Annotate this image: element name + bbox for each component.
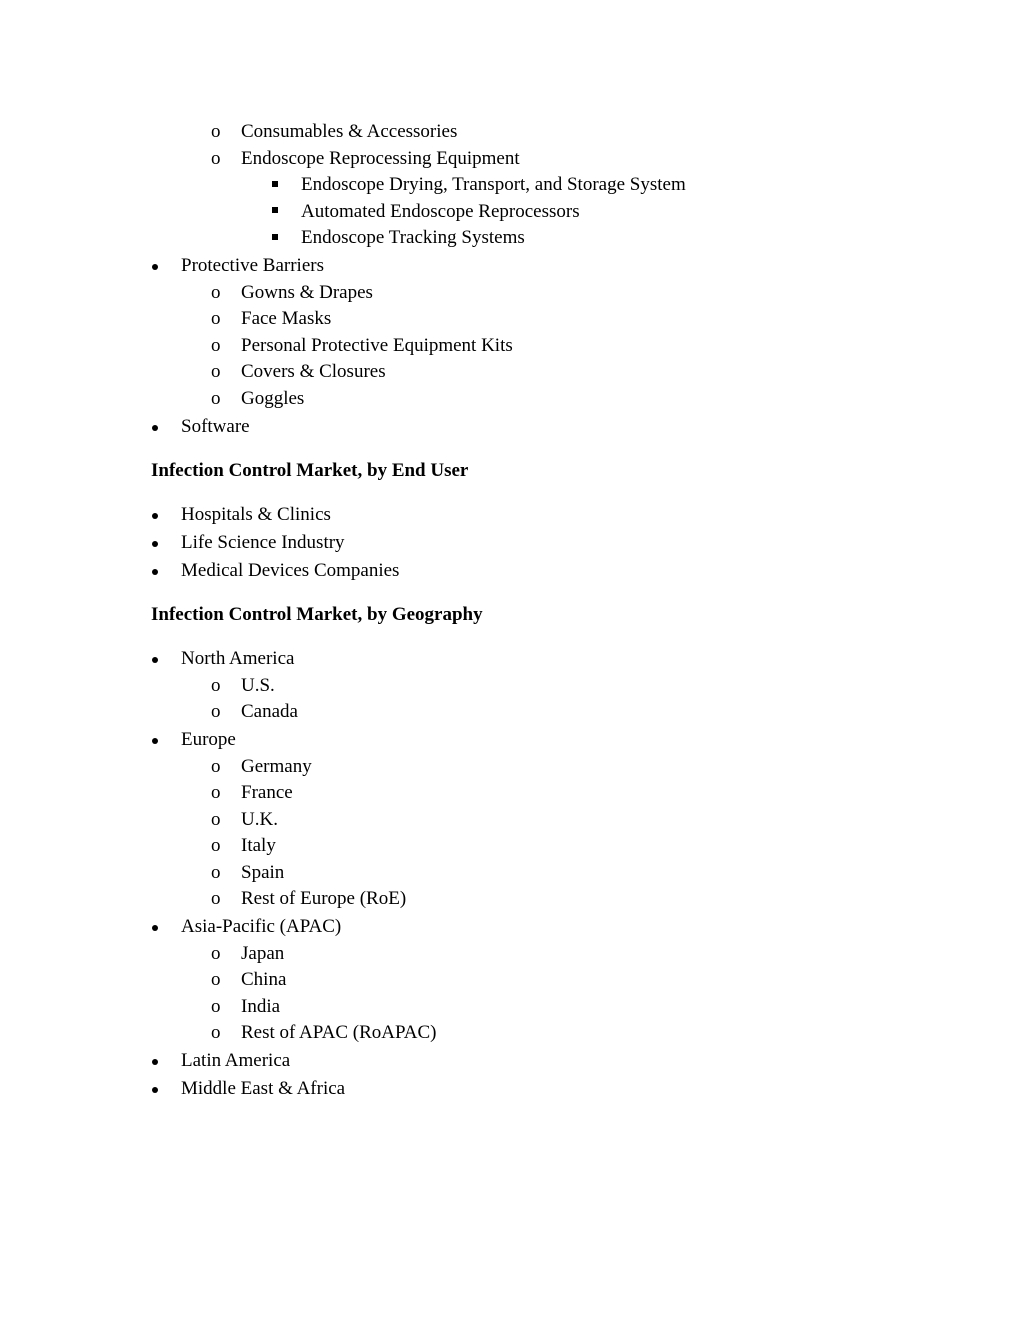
list-item: U.S. [241,675,275,696]
list-marker-circle: o [211,782,221,803]
list-marker-circle: o [211,148,221,169]
section-heading-end-user: Infection Control Market, by End User [151,460,469,481]
list-marker-circle: o [211,756,221,777]
list-item: Medical Devices Companies [181,560,400,581]
list-item: Endoscope Tracking Systems [301,227,525,248]
list-marker-circle: o [211,675,221,696]
list-item: Europe [181,729,236,750]
list-marker-circle: o [211,1022,221,1043]
list-item: India [241,996,281,1017]
list-item: Protective Barriers [181,255,324,276]
list-item: Face Masks [241,308,332,329]
list-marker-circle: o [211,943,221,964]
list-item: Canada [241,701,298,722]
list-marker-circle: o [211,969,221,990]
list-item: Life Science Industry [181,532,345,553]
list-item: Covers & Closures [241,361,386,382]
list-marker-circle: o [211,996,221,1017]
list-item: Automated Endoscope Reprocessors [301,201,580,222]
list-item: Software [181,416,250,437]
list-marker-bullet [152,569,158,575]
list-item: Middle East & Africa [181,1078,346,1099]
list-item: U.K. [241,809,278,830]
list-marker-bullet [152,264,158,270]
list-item: Italy [241,835,276,856]
list-item: Goggles [241,388,305,409]
list-item: Consumables & Accessories [241,121,458,142]
list-marker-bullet [152,738,158,744]
list-marker-circle: o [211,361,221,382]
list-marker-bullet [152,513,158,519]
list-marker-bullet [152,925,158,931]
list-marker-circle: o [211,308,221,329]
list-marker-bullet [152,657,158,663]
list-marker-circle: o [211,862,221,883]
list-item: China [241,969,287,990]
list-item: Japan [241,943,285,964]
list-item: Hospitals & Clinics [181,504,331,525]
list-item: Rest of Europe (RoE) [241,888,407,909]
list-item: Gowns & Drapes [241,282,373,303]
section-heading-geography: Infection Control Market, by Geography [151,604,483,625]
list-item: Asia-Pacific (APAC) [181,916,342,937]
list-item: Endoscope Drying, Transport, and Storage System [301,174,686,195]
list-marker-square [272,181,278,187]
list-item: Germany [241,756,312,777]
list-marker-circle: o [211,809,221,830]
list-item: Latin America [181,1050,291,1071]
list-marker-circle: o [211,888,221,909]
list-marker-bullet [152,1087,158,1093]
list-marker-bullet [152,1059,158,1065]
list-marker-circle: o [211,121,221,142]
list-item: Personal Protective Equipment Kits [241,335,513,356]
list-marker-bullet [152,425,158,431]
list-marker-circle: o [211,701,221,722]
list-marker-square [272,207,278,213]
list-item: Rest of APAC (RoAPAC) [241,1022,437,1043]
list-item: North America [181,648,295,669]
list-item: Spain [241,862,285,883]
list-marker-circle: o [211,335,221,356]
list-marker-square [272,234,278,240]
list-item: Endoscope Reprocessing Equipment [241,148,520,169]
list-marker-circle: o [211,388,221,409]
list-marker-circle: o [211,282,221,303]
list-marker-bullet [152,541,158,547]
list-item: France [241,782,293,803]
list-marker-circle: o [211,835,221,856]
